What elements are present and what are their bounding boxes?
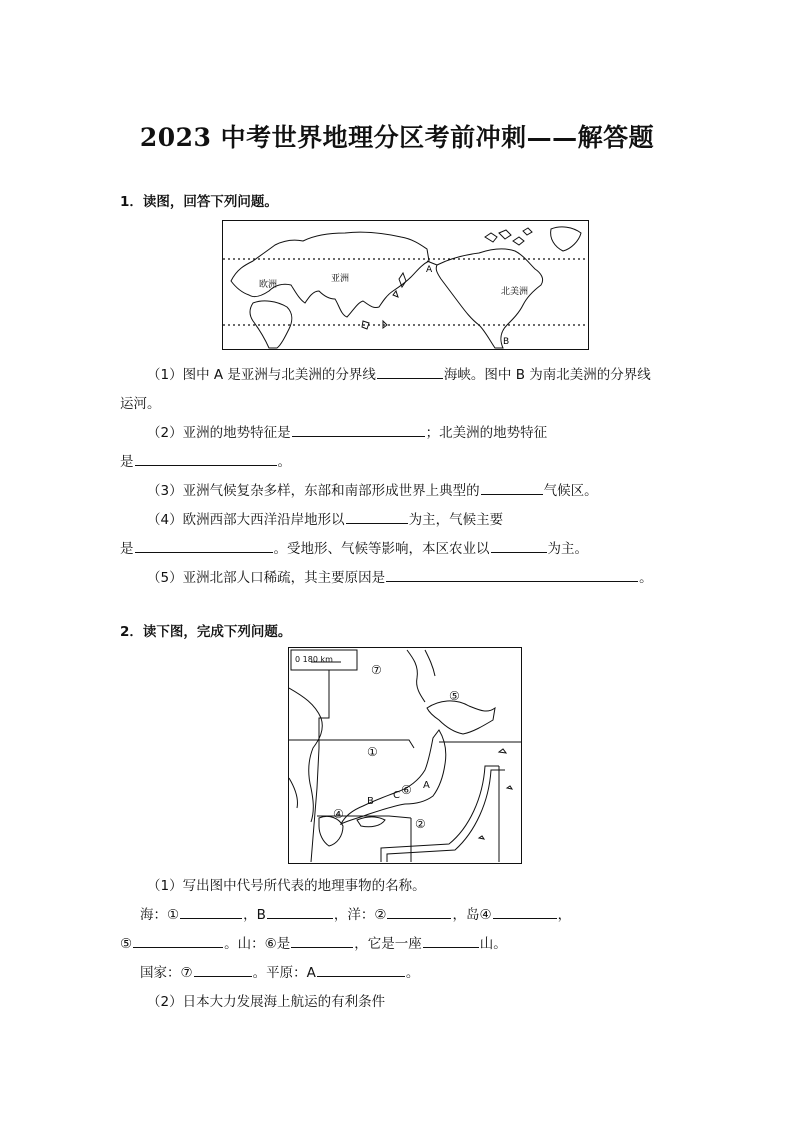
map-mark-4: ④ [333,807,344,821]
q2-row-country [140,961,419,981]
trench-outer [381,766,499,862]
q2-mountain-type-label: ，它是一座 [354,936,422,952]
q2-mark-4: ④ [479,907,492,923]
map-label-a: A [426,265,433,275]
q2-mark-2: ② [374,907,387,923]
sakhalin-coastline [407,650,425,702]
q1-answer-blank-na-terrain[interactable] [135,451,277,466]
q2-answer-blank-5[interactable] [133,933,223,948]
q2-sea-label: 海： [140,907,167,923]
q1-part4-cont [120,537,588,557]
hokkaido-coastline [427,701,495,734]
q1-part2-cont [120,450,291,470]
q2-plain-label: 。平原：A [252,965,316,981]
q1-answer-blank-climate[interactable] [481,480,543,495]
q2-row-sea [140,903,571,923]
map-mark-7: ⑦ [371,663,382,677]
map-mark-1: ① [367,745,378,759]
q1-part5-text-a: （5）亚洲北部人口稀疏，其主要原因是 [147,570,386,586]
map-mark-2: ② [415,817,426,831]
north-america-coastline [436,249,542,348]
q1-part3-text-b: 气候区。 [543,483,598,499]
q2-mark-1: ① [167,907,180,923]
africa-coastline [250,301,292,348]
q2-answer-blank-mountain-type[interactable] [423,933,479,948]
question-1-heading: 1．读图，回答下列问题。 [120,194,278,210]
question-2-heading: 2．读下图，完成下列问题。 [120,624,292,640]
q1-answer-blank-population[interactable] [386,567,638,582]
q1-part1 [147,363,651,383]
greenland-coastline [551,227,581,251]
q2-part2-heading: （2）日本大力发展海上航运的有利条件 [147,994,386,1010]
scale-label: 0 180 km [295,655,333,664]
q1-answer-blank-strait[interactable] [377,364,443,379]
q2-answer-blank-4[interactable] [493,904,557,919]
q1-part4-text-b: 为主，气候主要 [408,512,504,528]
q2-mark-7: ⑦ [180,965,193,981]
q2-period: 。 [405,965,420,981]
q2-answer-blank-6[interactable] [291,933,353,948]
q2-answer-blank-2[interactable] [387,904,451,919]
q1-part1-text-a: （1）图中 A 是亚洲与北美洲的分界线 [147,367,376,383]
q1-answer-blank-asia-terrain[interactable] [292,422,425,437]
q2-country-label: 国家： [140,965,181,981]
map-label-asia: 亚洲 [331,274,350,284]
map-mark-5: ⑤ [449,689,460,703]
q2-mountain-is: 是 [276,936,291,952]
q2-mark-5: ⑤ [120,936,133,952]
q2-part1-heading: （1）写出图中代号所代表的地理事物的名称。 [147,878,426,894]
map-label-north-america: 北美洲 [501,287,529,297]
mainland-coastline [289,688,322,822]
q2-mountain-label: 。山： [224,936,265,952]
map-label-b: B [503,337,510,347]
q1-answer-blank-agriculture[interactable] [491,538,547,553]
q1-part3 [147,479,598,499]
q2-answer-blank-7[interactable] [194,962,252,977]
q2-answer-blank-a[interactable] [317,962,405,977]
map-mark-a: A [423,780,430,791]
honshu-coastline [341,730,446,824]
q2-answer-blank-b[interactable] [267,904,333,919]
japan-map-figure [288,647,522,864]
q1-part1-text-b: 海峡。图中 B 为南北美洲的分界线 [443,367,651,383]
q2-row-mountain [120,932,507,952]
world-map-figure [222,220,589,350]
map-mark-6: ⑥ [401,783,412,797]
map-mark-b: B [367,796,374,807]
q1-part4-text-e: 为主。 [547,541,588,557]
q1-part4-text-d: 。受地形、气候等影响，本区农业以 [273,541,490,557]
q1-part2-text-d: 。 [277,454,291,470]
q2-island-label: ，岛 [452,907,480,923]
eurasia-coastline [231,232,429,317]
map-label-europe: 欧洲 [259,280,278,290]
q2-mark-6: ⑥ [264,936,277,952]
q1-part4-text-c: 是 [120,541,134,557]
q1-part4 [147,508,503,528]
q1-answer-blank-landform[interactable] [346,509,408,524]
map-mark-c: C [393,790,400,801]
page-title: 2023 中考世界地理分区考前冲刺——解答题 [139,123,655,152]
q1-part5-text-b: 。 [639,570,653,586]
q1-part5 [147,566,653,586]
q1-part4-text-a: （4）欧洲西部大西洋沿岸地形以 [147,512,345,528]
q1-part2-text-a: （2）亚洲的地势特征是 [147,425,291,441]
q1-part2-text-b: ；北美洲的地势特征 [425,425,548,441]
q2-sea-b-label: ，B [243,907,266,923]
shikoku-coastline [357,817,385,827]
q2-ocean-label: ，洋： [333,907,375,923]
q2-answer-blank-1[interactable] [180,904,242,919]
q1-part2-text-c: 是 [120,454,134,470]
q1-part3-text-a: （3）亚洲气候复杂多样，东部和南部形成世界上典型的 [147,483,480,499]
world-map-svg [223,221,588,349]
q1-part1-cont: 运河。 [120,396,161,412]
q1-answer-blank-europe-climate[interactable] [135,538,273,553]
q2-mountain-suffix: 山。 [479,936,507,952]
q1-part2 [147,421,547,441]
q2-comma: ， [557,907,572,923]
japan-map-svg [289,648,521,863]
